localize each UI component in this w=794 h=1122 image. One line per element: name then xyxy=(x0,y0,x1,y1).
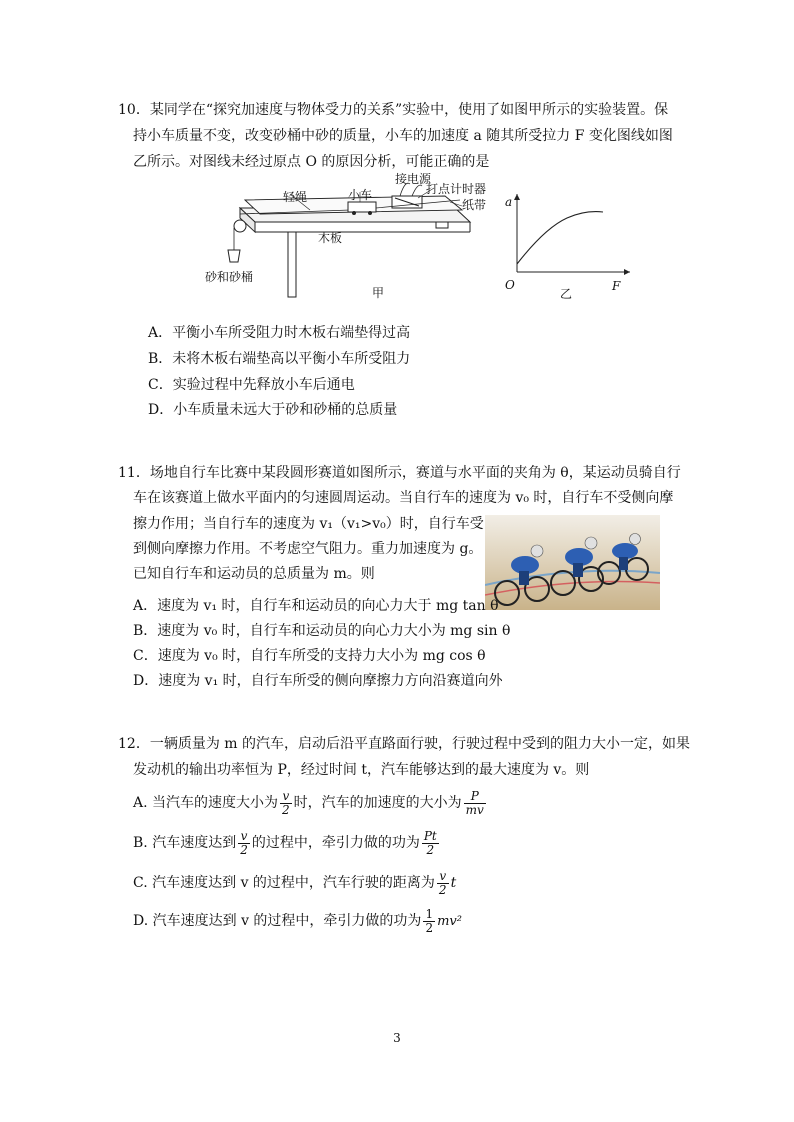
page-number: 3 xyxy=(393,1031,401,1045)
q10-option-a[interactable]: A．平衡小车所受阻力时木板右端垫得过高 xyxy=(148,325,411,341)
q11-option-b[interactable]: B．速度为 v₀ 时，自行车和运动员的向心力大小为 mg sin θ xyxy=(133,623,511,639)
q11-stem-line1: 11．场地自行车比赛中某段圆形赛道如图所示，赛道与水平面的夹角为 θ，某运动员骑自行 xyxy=(118,465,681,481)
label-board: 木板 xyxy=(318,231,343,245)
q11-option-c[interactable]: C．速度为 v₀ 时，自行车所受的支持力大小为 mg cos θ xyxy=(133,648,486,664)
q12-option-c-suffix: t xyxy=(450,875,457,891)
q12-option-d-prefix: D. 汽车速度达到 v 的过程中，牵引力做的功为 xyxy=(133,913,422,929)
q10-option-c[interactable]: C．实验过程中先释放小车后通电 xyxy=(148,377,355,393)
q10-stem-line1: 10．某同学在“探究加速度与物体受力的关系”实验中，使用了如图甲所示的实验装置。保 xyxy=(118,102,669,118)
fraction-pt-over-2: $\frac{Pt}{2}$ xyxy=(423,828,437,857)
label-fig-b: 乙 xyxy=(560,287,573,301)
q12-option-a[interactable] xyxy=(133,788,488,818)
q12-stem-line1: 12．一辆质量为 m 的汽车，启动后沿平直路面行驶，行驶过程中受到的阻力大小一定，如果 xyxy=(118,736,690,752)
label-origin: O xyxy=(505,278,515,292)
label-cart: 小车 xyxy=(348,188,373,202)
q11-stem-line5: 已知自行车和运动员的总质量为 m。则 xyxy=(133,566,375,582)
label-power: 接电源 xyxy=(395,172,432,186)
label-bucket: 砂和砂桶 xyxy=(205,270,254,284)
label-axis-a: a xyxy=(505,195,513,209)
q12-option-a-prefix: A. 当汽车的速度大小为 xyxy=(133,795,279,811)
q12-option-b-prefix: B. 汽车速度达到 xyxy=(133,835,237,851)
q12-option-c[interactable] xyxy=(133,868,456,898)
q12-option-b[interactable] xyxy=(133,828,441,858)
q11-option-a[interactable]: A．速度为 v₁ 时，自行车和运动员的向心力大于 mg tan θ xyxy=(133,598,499,614)
q10-stem-line2: 持小车质量不变，改变砂桶中砂的质量，小车的加速度 a 随其所受拉力 F 变化图线如图 xyxy=(133,128,673,144)
label-tape: 纸带 xyxy=(462,198,487,212)
q12-option-b-middle: 的过程中，牵引力做的功为 xyxy=(251,835,420,851)
q11-option-d[interactable]: D．速度为 v₁ 时，自行车所受的侧向摩擦力方向沿赛道向外 xyxy=(133,673,503,689)
q10-option-b[interactable]: B．未将木板右端垫高以平衡小车所受阻力 xyxy=(148,351,411,367)
label-fig-a: 甲 xyxy=(372,286,385,300)
q10-option-d[interactable]: D．小车质量未远大于砂和砂桶的总质量 xyxy=(148,402,398,418)
cyclists-photo xyxy=(485,515,660,610)
fraction-p-over-mv: $\frac{P}{mv}$ xyxy=(465,788,484,817)
q12-option-d-suffix: mv² xyxy=(437,914,462,929)
af-graph xyxy=(505,190,635,280)
q11-stem-line3: 擦力作用；当自行车的速度为 v₁（v₁>v₀）时，自行车受 xyxy=(133,516,484,532)
fraction-one-half: $\frac{1}{2}$ xyxy=(425,906,434,935)
q12-option-c-prefix: C. 汽车速度达到 v 的过程中，汽车行驶的距离为 xyxy=(133,875,435,891)
fraction-v-over-2: $\frac{v}{2}$ xyxy=(282,788,290,817)
q12-stem-line2: 发动机的输出功率恒为 P，经过时间 t，汽车能够达到的最大速度为 v。则 xyxy=(133,762,590,778)
q11-stem-line2: 车在该赛道上做水平面内的匀速圆周运动。当自行车的速度为 v₀ 时，自行车不受侧向摩 xyxy=(133,490,674,506)
fraction-v-over-2: $\frac{v}{2}$ xyxy=(438,868,447,897)
q11-stem-line4: 到侧向摩擦力作用。不考虑空气阻力。重力加速度为 g。 xyxy=(133,541,483,557)
q10-stem-line3: 乙所示。对图线未经过原点 O 的原因分析，可能正确的是 xyxy=(133,154,490,170)
q12-option-d[interactable] xyxy=(133,906,462,937)
q12-option-a-middle: 时，汽车的加速度的大小为 xyxy=(293,795,462,811)
label-timer: 打点计时器 xyxy=(426,182,487,196)
label-axis-f: F xyxy=(612,279,621,293)
fraction-v-over-2: $\frac{v}{2}$ xyxy=(240,828,248,857)
label-rope: 轻绳 xyxy=(283,190,308,204)
